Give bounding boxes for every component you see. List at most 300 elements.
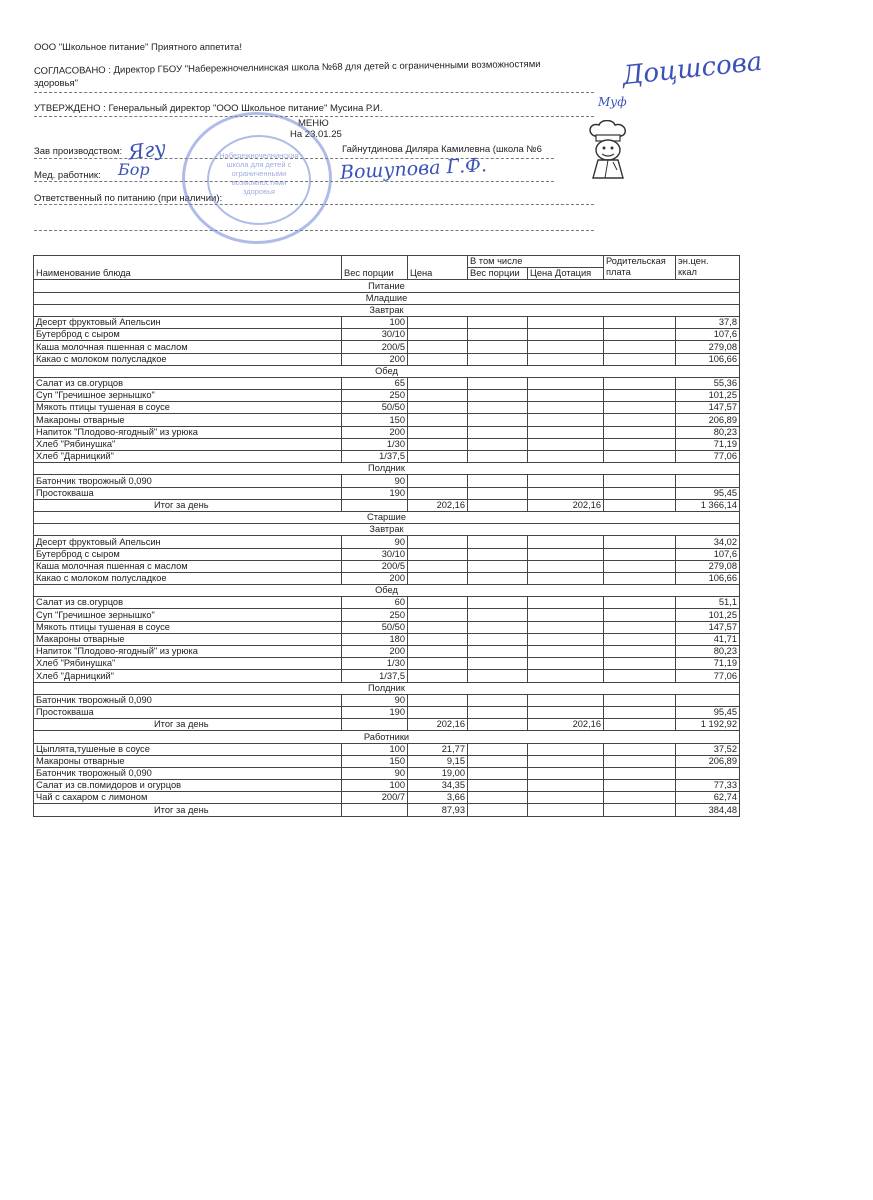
production-head-label: Зав производством: xyxy=(34,146,123,157)
parent-pay-cell xyxy=(604,451,676,463)
table-row xyxy=(34,426,740,438)
director-signature: Доцшсова xyxy=(620,46,764,92)
section-row xyxy=(34,731,740,743)
subsidy-price-cell xyxy=(528,767,604,779)
parent-pay-cell xyxy=(604,548,676,560)
portion-weight: 100 xyxy=(342,780,408,792)
dish-name: Салат из св.огурцов xyxy=(34,377,342,389)
portion-weight: 30/10 xyxy=(342,329,408,341)
approved-signature: Муф xyxy=(598,95,627,109)
portion-weight: 30/10 xyxy=(342,548,408,560)
inc-weight-cell xyxy=(468,329,528,341)
inc-weight-cell xyxy=(468,609,528,621)
parent-pay-cell xyxy=(604,560,676,572)
production-head-signature: Ягу xyxy=(126,135,168,165)
kcal-cell: 107,6 xyxy=(676,548,740,560)
subsidy-price-cell xyxy=(528,390,604,402)
parent-pay-cell xyxy=(604,572,676,584)
table-row xyxy=(34,609,740,621)
portion-weight: 1/30 xyxy=(342,658,408,670)
dish-name: Хлеб "Дарницкий" xyxy=(34,670,342,682)
dish-name: Мякоть птицы тушеная в соусе xyxy=(34,621,342,633)
kcal-cell: 77,06 xyxy=(676,670,740,682)
parent-pay-cell xyxy=(604,487,676,499)
header-parent xyxy=(604,256,676,280)
parent-pay-cell xyxy=(604,792,676,804)
price-cell xyxy=(408,548,468,560)
organization-stamp xyxy=(182,112,332,244)
portion-weight: 250 xyxy=(342,390,408,402)
inc-weight-cell xyxy=(468,597,528,609)
portion-weight: 180 xyxy=(342,633,408,645)
parent-pay-cell xyxy=(604,767,676,779)
subsidy-price-cell: 202,16 xyxy=(528,499,604,511)
subsidy-price-cell xyxy=(528,658,604,670)
section-row xyxy=(34,511,740,523)
subsidy-price-cell xyxy=(528,597,604,609)
inc-weight-cell xyxy=(468,499,528,511)
subsidy-price-cell xyxy=(528,536,604,548)
kcal-cell: 95,45 xyxy=(676,706,740,718)
dish-name: Батончик творожный 0,090 xyxy=(34,694,342,706)
inc-weight-cell xyxy=(468,694,528,706)
portion-weight: 1/37,5 xyxy=(342,451,408,463)
portion-weight: 65 xyxy=(342,377,408,389)
parent-pay-cell xyxy=(604,755,676,767)
responsible-label: Ответственный по питанию (при наличии): xyxy=(34,193,223,204)
table-row xyxy=(34,377,740,389)
agreed-underline xyxy=(34,92,594,93)
table-row xyxy=(34,597,740,609)
dish-name: Простокваша xyxy=(34,706,342,718)
section-title: Полдник xyxy=(34,463,740,475)
production-head-name: Гайнутдинова Диляра Камилевна (школа №6 xyxy=(342,144,542,155)
dish-name: Макароны отварные xyxy=(34,414,342,426)
kcal-cell: 384,48 xyxy=(676,804,740,816)
portion-weight: 250 xyxy=(342,609,408,621)
portion-weight: 200/5 xyxy=(342,341,408,353)
subsidy-price-cell xyxy=(528,646,604,658)
section-title: Полдник xyxy=(34,682,740,694)
price-cell xyxy=(408,572,468,584)
stamp-text: Набережночелнинская школа для детей с ограниченными возможностями здоровья xyxy=(219,151,299,196)
section-title: Обед xyxy=(34,365,740,377)
price-cell xyxy=(408,341,468,353)
subsidy-price-cell: 202,16 xyxy=(528,719,604,731)
dish-name: Простокваша xyxy=(34,487,342,499)
dish-name: Батончик творожный 0,090 xyxy=(34,767,342,779)
subsidy-price-cell xyxy=(528,780,604,792)
kcal-cell: 106,66 xyxy=(676,353,740,365)
inc-weight-cell xyxy=(468,377,528,389)
menu-body xyxy=(34,280,740,816)
table-row xyxy=(34,353,740,365)
inc-weight-cell xyxy=(468,804,528,816)
parent-pay-cell xyxy=(604,670,676,682)
total-row xyxy=(34,804,740,816)
subsidy-price-cell xyxy=(528,572,604,584)
header-including: В том числе xyxy=(468,256,604,268)
header-energy-line1: эн.цен. xyxy=(678,256,709,266)
inc-weight-cell xyxy=(468,670,528,682)
parent-pay-cell xyxy=(604,743,676,755)
table-row xyxy=(34,792,740,804)
portion-weight xyxy=(342,499,408,511)
subsidy-price-cell xyxy=(528,341,604,353)
inc-weight-cell xyxy=(468,767,528,779)
inc-weight-cell xyxy=(468,646,528,658)
portion-weight: 100 xyxy=(342,316,408,328)
inc-weight-cell xyxy=(468,390,528,402)
portion-weight: 90 xyxy=(342,536,408,548)
price-cell xyxy=(408,316,468,328)
price-cell: 9,15 xyxy=(408,755,468,767)
parent-pay-cell xyxy=(604,719,676,731)
inc-weight-cell xyxy=(468,572,528,584)
price-cell: 34,35 xyxy=(408,780,468,792)
price-cell xyxy=(408,353,468,365)
portion-weight: 1/30 xyxy=(342,438,408,450)
table-row xyxy=(34,548,740,560)
inc-weight-cell xyxy=(468,719,528,731)
kcal-cell: 107,6 xyxy=(676,329,740,341)
portion-weight: 200 xyxy=(342,353,408,365)
portion-weight: 200/7 xyxy=(342,792,408,804)
header-energy-line2: ккал xyxy=(678,267,697,277)
price-cell xyxy=(408,621,468,633)
table-row xyxy=(34,487,740,499)
portion-weight: 200/5 xyxy=(342,560,408,572)
price-cell xyxy=(408,426,468,438)
table-row xyxy=(34,670,740,682)
inc-weight-cell xyxy=(468,743,528,755)
price-cell xyxy=(408,633,468,645)
table-row xyxy=(34,438,740,450)
section-row xyxy=(34,463,740,475)
subsidy-price-cell xyxy=(528,414,604,426)
price-cell xyxy=(408,670,468,682)
dish-name: Батончик творожный 0,090 xyxy=(34,475,342,487)
price-cell xyxy=(408,390,468,402)
kcal-cell xyxy=(676,694,740,706)
inc-weight-cell xyxy=(468,451,528,463)
org-title: ООО "Школьное питание" Приятного аппетита! xyxy=(34,42,242,53)
section-row xyxy=(34,585,740,597)
portion-weight: 90 xyxy=(342,475,408,487)
price-cell xyxy=(408,487,468,499)
price-cell xyxy=(408,597,468,609)
price-cell xyxy=(408,451,468,463)
subsidy-price-cell xyxy=(528,402,604,414)
section-title: Питание xyxy=(34,280,740,292)
kcal-cell: 77,06 xyxy=(676,451,740,463)
portion-weight: 50/50 xyxy=(342,621,408,633)
section-title: Завтрак xyxy=(34,304,740,316)
agreed-line-cont: здоровья" xyxy=(34,78,79,89)
portion-weight: 190 xyxy=(342,706,408,718)
subsidy-price-cell xyxy=(528,426,604,438)
approved-underline xyxy=(34,116,594,117)
kcal-cell: 37,52 xyxy=(676,743,740,755)
portion-weight: 200 xyxy=(342,426,408,438)
dish-name: Макароны отварные xyxy=(34,755,342,767)
inc-weight-cell xyxy=(468,487,528,499)
agreed-line: СОГЛАСОВАНО : Директор ГБОУ "Набережночелнинская школа №68 для детей с ограниченными возможностями xyxy=(33,58,541,77)
parent-pay-cell xyxy=(604,499,676,511)
inc-weight-cell xyxy=(468,426,528,438)
table-header-row-1 xyxy=(34,256,740,268)
total-label: Итог за день xyxy=(34,499,342,511)
inc-weight-cell xyxy=(468,780,528,792)
subsidy-price-cell xyxy=(528,694,604,706)
inc-weight-cell xyxy=(468,706,528,718)
dish-name: Каша молочная пшенная с маслом xyxy=(34,341,342,353)
section-row xyxy=(34,365,740,377)
total-row xyxy=(34,719,740,731)
parent-pay-cell xyxy=(604,316,676,328)
inc-weight-cell xyxy=(468,536,528,548)
price-cell xyxy=(408,694,468,706)
section-title: Завтрак xyxy=(34,524,740,536)
dish-name: Хлеб "Рябинушка" xyxy=(34,438,342,450)
portion-weight: 50/50 xyxy=(342,402,408,414)
inc-weight-cell xyxy=(468,438,528,450)
kcal-cell: 55,36 xyxy=(676,377,740,389)
table-row xyxy=(34,755,740,767)
subsidy-price-cell xyxy=(528,329,604,341)
price-cell xyxy=(408,609,468,621)
subsidy-price-cell xyxy=(528,560,604,572)
table-row xyxy=(34,694,740,706)
kcal-cell: 34,02 xyxy=(676,536,740,548)
price-cell: 202,16 xyxy=(408,719,468,731)
dish-name: Десерт фруктовый Апельсин xyxy=(34,536,342,548)
table-row xyxy=(34,658,740,670)
menu-title: МЕНЮ xyxy=(298,118,329,129)
kcal-cell xyxy=(676,475,740,487)
portion-weight: 200 xyxy=(342,646,408,658)
dish-name: Десерт фруктовый Апельсин xyxy=(34,316,342,328)
section-row xyxy=(34,304,740,316)
table-row xyxy=(34,451,740,463)
price-cell xyxy=(408,706,468,718)
parent-pay-cell xyxy=(604,694,676,706)
dish-name: Бутерброд с сыром xyxy=(34,548,342,560)
kcal-cell: 41,71 xyxy=(676,633,740,645)
table-row xyxy=(34,341,740,353)
parent-pay-cell xyxy=(604,621,676,633)
parent-pay-cell xyxy=(604,414,676,426)
price-cell: 21,77 xyxy=(408,743,468,755)
header-energy xyxy=(676,256,740,280)
kcal-cell: 279,08 xyxy=(676,560,740,572)
parent-pay-cell xyxy=(604,646,676,658)
kcal-cell: 1 366,14 xyxy=(676,499,740,511)
responsible-underline-2 xyxy=(34,230,594,231)
kcal-cell: 101,25 xyxy=(676,609,740,621)
portion-weight xyxy=(342,719,408,731)
kcal-cell: 77,33 xyxy=(676,780,740,792)
inc-weight-cell xyxy=(468,475,528,487)
subsidy-price-cell xyxy=(528,451,604,463)
section-title: Старшие xyxy=(34,511,740,523)
inc-weight-cell xyxy=(468,341,528,353)
section-row xyxy=(34,292,740,304)
subsidy-price-cell xyxy=(528,475,604,487)
portion-weight: 90 xyxy=(342,694,408,706)
section-row xyxy=(34,280,740,292)
table-row xyxy=(34,316,740,328)
dish-name: Суп "Гречишное зернышко" xyxy=(34,609,342,621)
dish-name: Напиток "Плодово-ягодный" из урюка xyxy=(34,426,342,438)
dish-name: Суп "Гречишное зернышко" xyxy=(34,390,342,402)
kcal-cell: 71,19 xyxy=(676,658,740,670)
header-parent-line2: плата xyxy=(606,267,631,277)
subsidy-price-cell xyxy=(528,706,604,718)
parent-pay-cell xyxy=(604,633,676,645)
portion-weight: 150 xyxy=(342,755,408,767)
subsidy-price-cell xyxy=(528,377,604,389)
kcal-cell: 95,45 xyxy=(676,487,740,499)
kcal-cell: 51,1 xyxy=(676,597,740,609)
subsidy-price-cell xyxy=(528,633,604,645)
table-row xyxy=(34,767,740,779)
parent-pay-cell xyxy=(604,426,676,438)
kcal-cell: 147,57 xyxy=(676,402,740,414)
parent-pay-cell xyxy=(604,329,676,341)
dish-name: Каша молочная пшенная с маслом xyxy=(34,560,342,572)
header-name: Наименование блюда xyxy=(34,256,342,280)
kcal-cell: 147,57 xyxy=(676,621,740,633)
subsidy-price-cell xyxy=(528,548,604,560)
parent-pay-cell xyxy=(604,658,676,670)
subsidy-price-cell xyxy=(528,438,604,450)
chef-logo-icon xyxy=(583,120,633,182)
parent-pay-cell xyxy=(604,706,676,718)
table-row xyxy=(34,536,740,548)
parent-pay-cell xyxy=(604,609,676,621)
price-cell xyxy=(408,560,468,572)
price-cell xyxy=(408,658,468,670)
subsidy-price-cell xyxy=(528,755,604,767)
portion-weight: 200 xyxy=(342,572,408,584)
price-cell xyxy=(408,646,468,658)
inc-weight-cell xyxy=(468,548,528,560)
table-row xyxy=(34,743,740,755)
table-row xyxy=(34,780,740,792)
total-label: Итог за день xyxy=(34,804,342,816)
dish-name: Напиток "Плодово-ягодный" из урюка xyxy=(34,646,342,658)
dish-name: Хлеб "Рябинушка" xyxy=(34,658,342,670)
table-row xyxy=(34,560,740,572)
portion-weight: 1/37,5 xyxy=(342,670,408,682)
medic-label: Мед. работник: xyxy=(34,170,101,181)
table-row xyxy=(34,633,740,645)
dish-name: Салат из св.помидоров и огурцов xyxy=(34,780,342,792)
portion-weight xyxy=(342,804,408,816)
portion-weight: 90 xyxy=(342,767,408,779)
price-cell xyxy=(408,377,468,389)
header-price: Цена xyxy=(408,256,468,280)
subsidy-price-cell xyxy=(528,316,604,328)
parent-pay-cell xyxy=(604,780,676,792)
parent-pay-cell xyxy=(604,804,676,816)
inc-weight-cell xyxy=(468,560,528,572)
inc-weight-cell xyxy=(468,353,528,365)
kcal-cell: 279,08 xyxy=(676,341,740,353)
portion-weight: 100 xyxy=(342,743,408,755)
section-title: Младшие xyxy=(34,292,740,304)
total-label: Итог за день xyxy=(34,719,342,731)
section-title: Обед xyxy=(34,585,740,597)
dish-name: Какао с молоком полусладкое xyxy=(34,353,342,365)
portion-weight: 60 xyxy=(342,597,408,609)
total-row xyxy=(34,499,740,511)
subsidy-price-cell xyxy=(528,804,604,816)
parent-pay-cell xyxy=(604,377,676,389)
portion-weight: 190 xyxy=(342,487,408,499)
dish-name: Какао с молоком полусладкое xyxy=(34,572,342,584)
table-row xyxy=(34,475,740,487)
table-row xyxy=(34,572,740,584)
table-row xyxy=(34,706,740,718)
inc-weight-cell xyxy=(468,755,528,767)
header-inc-weight: Вес порции xyxy=(468,268,528,280)
section-title: Работники xyxy=(34,731,740,743)
price-cell xyxy=(408,475,468,487)
parent-pay-cell xyxy=(604,353,676,365)
dish-name: Макароны отварные xyxy=(34,633,342,645)
approved-line: УТВЕРЖДЕНО : Генеральный директор "ООО Школьное питание" Мусина Р.И. xyxy=(34,103,383,114)
dish-name: Хлеб "Дарницкий" xyxy=(34,451,342,463)
header-weight: Вес порции xyxy=(342,256,408,280)
parent-pay-cell xyxy=(604,402,676,414)
table-row xyxy=(34,621,740,633)
subsidy-price-cell xyxy=(528,353,604,365)
kcal-cell: 101,25 xyxy=(676,390,740,402)
subsidy-price-cell xyxy=(528,792,604,804)
subsidy-price-cell xyxy=(528,621,604,633)
subsidy-price-cell xyxy=(528,609,604,621)
inc-weight-cell xyxy=(468,414,528,426)
kcal-cell: 37,8 xyxy=(676,316,740,328)
dish-name: Салат из св.огурцов xyxy=(34,597,342,609)
kcal-cell: 80,23 xyxy=(676,646,740,658)
portion-weight: 150 xyxy=(342,414,408,426)
price-cell xyxy=(408,536,468,548)
kcal-cell: 1 192,92 xyxy=(676,719,740,731)
table-row xyxy=(34,329,740,341)
price-cell: 3,66 xyxy=(408,792,468,804)
kcal-cell: 206,89 xyxy=(676,414,740,426)
price-cell xyxy=(408,329,468,341)
inc-weight-cell xyxy=(468,402,528,414)
subsidy-price-cell xyxy=(528,487,604,499)
dish-name: Мякоть птицы тушеная в соусе xyxy=(34,402,342,414)
price-cell xyxy=(408,414,468,426)
section-row xyxy=(34,524,740,536)
inc-weight-cell xyxy=(468,633,528,645)
inc-weight-cell xyxy=(468,658,528,670)
header-inc-price: Цена Дотация xyxy=(528,268,604,280)
price-cell: 87,93 xyxy=(408,804,468,816)
menu-date: На 23.01.25 xyxy=(290,129,342,140)
price-cell xyxy=(408,438,468,450)
subsidy-price-cell xyxy=(528,743,604,755)
parent-pay-cell xyxy=(604,475,676,487)
inc-weight-cell xyxy=(468,792,528,804)
section-row xyxy=(34,682,740,694)
